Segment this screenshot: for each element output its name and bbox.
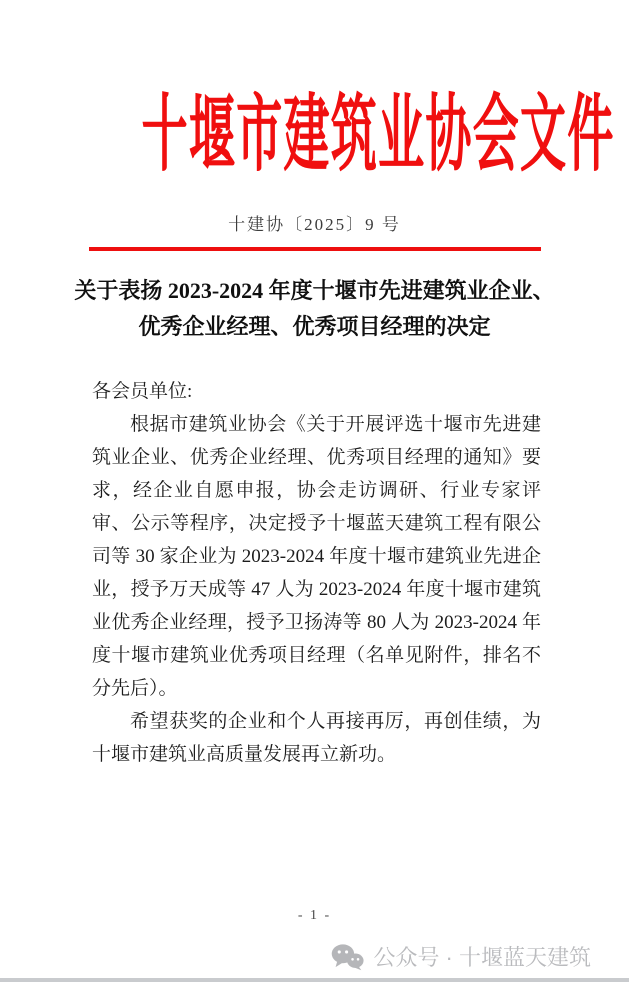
document-body bbox=[92, 375, 541, 771]
salutation: 各会员单位: bbox=[92, 381, 193, 403]
document-page bbox=[0, 89, 629, 985]
wechat-icon bbox=[331, 943, 364, 971]
footer-watermark bbox=[331, 941, 591, 972]
body-paragraph: 根据市建筑业协会《关于开展评选十堰市先进建筑业企业、优秀企业经理、优秀项目经理的通知》要求，经企业自愿申报，协会走访调研、行业专家评审、公示等程序，决定授予十堰蓝天建筑工程有限公司等 30 家企业为 2023-2024 年度十堰市建筑业先进企业，授予万天成等 47 人为 2023-2024 年度十堰市建筑业优秀企业经理，授予卫扬涛等 80 人为 2023-2024 年度十堰市建筑业优秀项目经理（名单见附件，排名不分先后）。 bbox=[92, 414, 541, 700]
document-title-line2: 优秀企业经理、优秀项目经理的决定 bbox=[138, 314, 491, 340]
org-title: 十堰市建筑业协会文件 bbox=[141, 89, 615, 182]
document-number: 十建协〔2025〕9 号 bbox=[228, 215, 401, 235]
footer-text: 公众号 · 十堰蓝天建筑 bbox=[373, 945, 591, 970]
page-number: - 1 - bbox=[297, 908, 332, 923]
bottom-divider bbox=[0, 978, 629, 982]
body-paragraph: 希望获奖的企业和个人再接再厉，再创佳绩，为十堰市建筑业高质量发展再立新功。 bbox=[92, 711, 541, 766]
document-title bbox=[0, 273, 629, 345]
document-title-line1: 关于表扬 2023-2024 年度十堰市先进建筑业企业、 bbox=[74, 278, 555, 304]
red-divider bbox=[89, 247, 541, 251]
